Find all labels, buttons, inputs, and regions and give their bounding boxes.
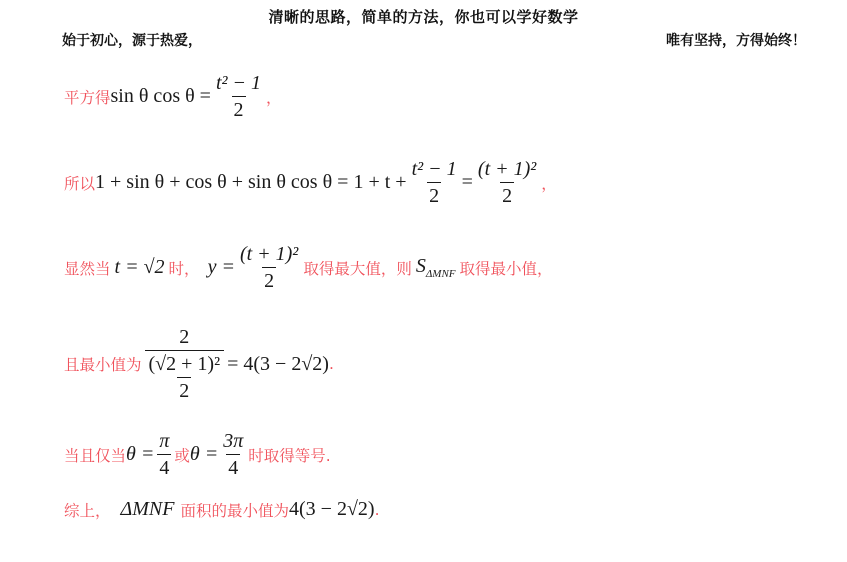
solution-line-1 <box>64 72 282 121</box>
line3-frac-num: (t + 1)² <box>239 243 299 265</box>
line3-prefix: 显然当 <box>64 259 111 278</box>
line2-fraction-1 <box>410 158 459 207</box>
line6-suffix: . <box>374 500 380 519</box>
line5-suffix: 时取得等号. <box>248 446 331 465</box>
line3-mid1: 时， <box>168 259 200 278</box>
line1-fraction <box>214 72 263 121</box>
line4-prefix: 且最小值为 <box>64 356 142 374</box>
line1-frac-den: 2 <box>232 96 246 121</box>
line2-frac2-den: 2 <box>500 182 514 207</box>
line6-value: 4(3 − 2√2) <box>289 498 375 520</box>
line4-inner-den: 2 <box>177 377 191 402</box>
line2-equals: = <box>461 171 473 193</box>
line6-triangle: ΔMNF <box>120 498 175 520</box>
line2-frac1-den: 2 <box>427 182 441 207</box>
solution-line-2 <box>64 158 557 207</box>
line4-inner-num: (√2 + 1)² <box>148 353 221 375</box>
header-title: 清晰的思路，简单的方法，你也可以学好数学 <box>268 10 579 26</box>
line4-frac-den <box>145 350 225 402</box>
line5-frac2-den: 4 <box>226 454 240 479</box>
line3-fraction <box>238 243 300 292</box>
header-motto-left: 始于初心，源于热爱， <box>62 34 202 49</box>
line3-frac-den: 2 <box>262 267 276 292</box>
line2-frac2-num: (t + 1)² <box>477 158 537 180</box>
line3-condition: t = √2 <box>114 256 165 278</box>
line3-y-eq: y = <box>207 256 235 278</box>
line5-frac1-den: 4 <box>157 454 171 479</box>
line3-area-symbol <box>416 255 456 280</box>
solution-line-3 <box>64 243 553 292</box>
line1-prefix: 平方得 <box>64 88 111 107</box>
line4-fraction <box>145 326 225 402</box>
line5-fraction-2 <box>221 430 245 479</box>
line5-fraction-1 <box>157 430 171 479</box>
line4-inner-fraction <box>147 353 223 402</box>
header-motto-right: 唯有坚持，方得始终！ <box>666 34 806 49</box>
line1-suffix: ， <box>266 88 282 107</box>
area-subscript: ΔMNF <box>425 268 456 280</box>
line4-suffix: . <box>328 355 334 373</box>
line4-rhs: = 4(3 − 2√2) <box>227 352 329 375</box>
line4-frac-num: 2 <box>179 326 190 348</box>
area-s: S <box>415 255 426 277</box>
line2-suffix: ， <box>541 174 557 193</box>
line6-prefix: 综上， <box>64 501 111 520</box>
line3-suffix: 取得最小值， <box>459 259 553 278</box>
line2-prefix: 所以 <box>64 174 96 193</box>
line5-frac2-num: 3π <box>223 430 244 452</box>
solution-line-6 <box>64 498 380 521</box>
line5-prefix: 当且仅当 <box>64 446 127 465</box>
line2-frac1-num: t² − 1 <box>411 158 457 180</box>
line5-eq1: θ = <box>126 443 155 465</box>
line5-or: 或 <box>174 446 190 465</box>
solution-line-4 <box>64 326 334 402</box>
line6-mid: 面积的最小值为 <box>180 501 289 520</box>
line2-lhs: 1 + sin θ + cos θ + sin θ cos θ = 1 + t + <box>95 171 407 193</box>
line1-frac-num: t² − 1 <box>215 72 262 94</box>
line1-lhs: sin θ cos θ = <box>110 85 211 107</box>
line2-fraction-2 <box>476 158 538 207</box>
line5-frac1-num: π <box>159 430 170 452</box>
solution-line-5 <box>64 430 331 479</box>
line5-eq2: θ = <box>189 443 219 465</box>
line3-mid2: 取得最大值，则 <box>303 259 412 278</box>
